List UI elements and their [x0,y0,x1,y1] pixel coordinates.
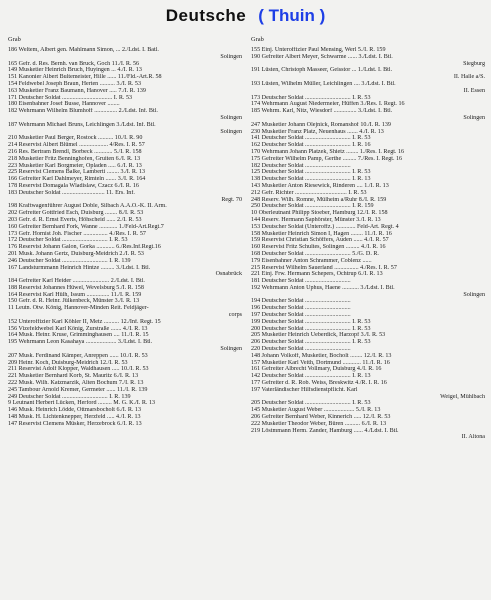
grave-entry [251,142,487,149]
grave-entry [251,407,487,414]
grave-entry [251,421,487,428]
grave-entry [251,217,487,224]
entry-text: 158 Musketier Heinrich Simon I, Hagen ........ 11./I. R. 16 [251,230,392,237]
entry-text: 207 Musk. Ferdinand Kämper, Anreppen ...... 10./I. R. 53 [8,352,148,359]
grave-entry [8,258,244,265]
grave-entry [8,224,244,231]
entry-text: 215 Reservist Wilhelm Sauerland ................ 4./Res. I. R. 57 [251,264,397,271]
grave-entry [8,237,244,244]
grave-entry [8,169,244,176]
entry-text: 170 Wehrmann Johann Platzek, Shietz ........ 1./Res. I. Regt. 16 [251,148,405,155]
entry-text: 182 Deutscher Soldat .............................. [251,162,351,169]
grave-entry [251,312,487,319]
grave-entry [251,122,487,129]
grave-entry [251,129,487,136]
grave-entry [8,373,244,380]
grave-entry [251,326,487,333]
grave-entry [251,251,487,258]
grave-entry [8,332,244,339]
title-text: Deutsche [165,6,247,25]
grave-entry [8,203,244,210]
grave-entry [8,380,244,387]
entry-text: 149 Musketier Heinrich Bruch, Huyingen ... 4./I. R. 13 [8,67,142,74]
entry-text: 145 Musketier August Weber .................... 5./I. R. 13 [251,407,381,414]
entry-text: 151 Kanonier Albert Bultemeister, Hille ...... 11./Fld.-Art.R. 58 [8,74,162,81]
grave-entry [8,394,244,401]
entry-text: 176 Reservist Johann Galon, Gorka ............ 6./Res.Inf.Regt.16 [8,244,161,251]
column-header: Grab [8,36,21,43]
grave-entry [251,135,487,142]
entry-text: 206 Deutscher Soldat .............................. I. R. 53 [251,339,371,346]
entry-text: 173 Deutscher Soldat .............................. I. R. 53 [251,94,371,101]
entry-text: 197 Deutscher Soldat .............................. [251,312,351,319]
grave-entry [251,190,487,197]
grave-entry [251,95,487,102]
entry-text: 246 Deutscher Soldat .............................. I. R. 139 [8,257,131,264]
grave-entry [251,149,487,156]
entry-text: 168 Deutscher Soldat .............................. 5./G. D. R. [251,250,379,257]
entry-text: 196 Deutscher Soldat .............................. [251,305,351,312]
entry-text: 153 Deutscher Soldat (Unteroffz.) ............. Feld-Art. Regt. 4 [251,223,399,230]
grave-entry [251,414,487,421]
grave-entry [8,278,244,285]
entry-text: 202 Gefreiter Gottfried Esch, Duisburg ........ 8./I. R. 53 [8,210,144,217]
entry-text: 125 Deutscher Soldat .............................. I. R. 53 [251,169,371,176]
grave-entry [8,298,244,305]
entry-text: 247 Musketier Johann Olejnick, Romanshof 10./I. R. 139 [251,121,391,128]
entry-continuation: Solingen [463,291,485,298]
entry-text: 159 Reservist Christian Schöffers, Auden ...... 4./I. R. 57 [251,237,389,244]
entry-text: 163 Musketier Franz Baumann, Hanover ..... 7./I. R. 139 [8,87,146,94]
grave-entry [251,360,487,367]
entry-text: 250 Deutscher Soldat .............................. I. R. 159 [251,203,374,210]
grave-entry [8,101,244,108]
entry-text: 164 Reservist Karl Hülh, Issum ............... 11./I. R. 159 [8,291,142,298]
entry-text: 249 Deutscher Soldat .............................. I. R. 139 [8,393,131,400]
entry-text: 9 Leutnant Herbert Lücken, Herford ......... M. G. K./I. R. 13 [8,400,156,407]
grave-entry [8,407,244,414]
entry-continuation: II. Essen [463,87,485,94]
page-title [0,6,491,26]
grave-entry [8,319,244,326]
subtitle-text: ( Thuin ) [258,6,326,25]
grave-entry [8,339,244,353]
grave-entry [8,88,244,95]
grave-entry [251,346,487,353]
grave-entry [8,421,244,428]
entry-text: 197 Vaterländischer Hilfsdienstpflicht. Karl [251,386,358,393]
entry-text: 187 Wehrmann Michael Bruns, Leichlingen 3./Ldst. Inf. Btl. [8,121,156,128]
entry-continuation: Solingen [220,346,242,353]
grave-entry [251,244,487,251]
entry-text: 221 Musketier Bernhard Korb, St. Mauritz 6./I. R. 13 [8,373,139,380]
entry-text: 193 Lüsten, Wilhelm Müller, Leichlingen .... 3./Ldst. I. Btl. [251,80,396,87]
entry-text: 162 Deutscher Soldat .............................. I. R. 16 [251,142,371,149]
grave-entry [251,81,487,95]
entry-text: 230 Musketier Franz Platz, Neuenhaus ....... 4./I. R. 13 [251,128,384,135]
grave-entry [251,278,487,285]
entry-text: 182 Wehrmann Wilhelm Blumhoff ............... 2./Ldst. Inf. Btl. [8,108,158,115]
entry-continuation: Weigel, Mühlbach [440,393,485,400]
grave-entry [8,360,244,367]
entry-text: 245 Tambour Arnold Kremer, Germeter ...... 11./I. R. 139 [8,386,148,393]
grave-entry [251,108,487,122]
entry-continuation: II. Halle a/S. [453,74,485,81]
grave-entry [251,339,487,346]
entry-text: 192 Wehrmann Anton Uphus, Haene ........... 3./Ldst. I. Btl. [251,284,395,291]
entry-text: 184 Gefreiter Karl Heider ........................ 2./Ldst. I. Btl. [8,278,145,285]
grave-entry [8,108,244,122]
entry-text: 173 Gefr. Hornist Joh. Fischer ................ 4./Res. I. R. 57 [8,230,146,237]
grave-entry [251,353,487,360]
grave-entry [8,183,244,190]
entry-text: 188 Reservist Johannes Hüwel, Wevelsburg 5./I. R. 158 [8,284,144,291]
entry-text: 171 Deutscher Soldat ................................. I. R. 53 [8,94,133,101]
grave-entry [251,285,487,299]
entry-text: 10 Oberleutnant Philipp Stoeber, Hamburg 12./I. R. 158 [251,210,388,217]
grave-entry [8,265,244,279]
grave-entry [251,366,487,373]
grave-entry [8,326,244,333]
entry-continuation: Solingen [220,114,242,121]
grave-entry [8,353,244,360]
entry-continuation: Osnabrück [215,271,242,278]
entry-text: 223 Musketier Karl Borgmeier, Opladen ..... 6./I. R. 13 [8,162,142,169]
entry-text: 154 Feldwebel Joseph Braun, Herten .......... 3./I. R. 53 [8,80,142,87]
grave-entry [251,54,487,68]
grave-entry [8,251,244,258]
entry-text: 205 Musketier Heinrich Ueberdick, Harzopf 3./I. R. 53 [251,332,386,339]
entry-text: 214 Reservist Albert Blümel ................... 4/Res. I. R. 57 [8,142,145,149]
grave-entry [8,156,244,163]
entry-text: 156 Vizefeldwebel Karl König, Zurstraße ....... 4./I. R. 13 [8,325,148,332]
grave-entry [251,305,487,312]
grave-entry [8,366,244,373]
grave-entry [8,387,244,394]
entry-continuation: corps [228,312,242,319]
entry-continuation: Regt. 70 [221,196,242,203]
grave-entry [251,183,487,190]
entry-text: 148 Musk. H. Lichtenknepper, Herzfeld ..... 4./I. R. 13 [8,414,141,421]
grave-entry [251,428,487,442]
entry-text: 148 Johann Volkoff, Musketier, Bocholt ........ 12./I. R. 13 [251,352,392,359]
grave-entry [8,400,244,407]
entry-continuation: II. Altona [461,434,485,441]
entry-text: 191 Lüsten, Christoph Masseer, Geisstor ... 1./Ldst. I. Btl. [251,67,393,74]
grave-entry [8,217,244,224]
entry-text: 225 Reservist Clemens Balke, Lamberti ........ 3./I. R. 13 [8,169,146,176]
grave-entry [8,210,244,217]
grave-entry [251,271,487,278]
entry-continuation: Siegburg [463,60,485,67]
grave-entry [251,101,487,108]
grave-entry [251,169,487,176]
grave-entry [8,305,244,319]
grave-entry [8,149,244,156]
entry-text: 138 Deutscher Soldat .............................. I. R. 13 [251,176,371,183]
grave-entry [251,387,487,401]
entry-text: 150 Gefr. d. R. Heinr. Jülkenbeck, Münster 3./I. R. 13 [8,298,140,305]
entry-text: 177 Gefreiter d. R. Rob. Weiss, Breskwitz 4./R. I. R. 16 [251,380,387,387]
grave-entry [251,231,487,238]
grave-entry [8,135,244,142]
grave-entry [251,67,487,81]
entry-text: 209 Heinr. Koch, Duisburg-Meidrich 12./I. R. 53 [8,359,128,366]
grave-entry [8,414,244,421]
entry-text: 160 Gefreiter Bernhard Fork, Wanne ............ 1./Feld-Art.Regt.7 [8,223,164,230]
entry-text: 172 Deutscher Soldat .............................. I. R. 53 [8,237,128,244]
entry-text: 174 Wehrmann August Niedermeier, Hüffen 3./Res. I. Regt. 16 [251,101,405,108]
entry-text: 166 Gefreiter Karl Dahlmeyer, Rimteln ....... 3./I. R. 164 [8,176,146,183]
grave-entry [8,67,244,74]
grave-entry [8,142,244,149]
grave-entry [251,197,487,204]
entry-continuation: Solingen [463,114,485,121]
entry-text: 143 Musketier Anton Riesewick, Rinderen .... 1./I. R. 13 [251,182,389,189]
entry-text: 222 Musketier Theodor Weber, Büren .......... 6./I. R. 13 [251,420,387,427]
entry-continuation: Solingen [220,128,242,135]
entry-text: 186 Weltem, Albert gen. Mahlmann Simon, ... 2./Ldst. I. Batl. [8,47,159,53]
grave-entry [251,298,487,305]
grave-entry [8,61,244,68]
grave-entry [8,74,244,81]
entry-text: 178 Reservist Domagala Wladislaw, Czacz 6./I. R. 16 [8,182,139,189]
entry-text: 220 Deutscher Soldat .............................. [251,346,351,353]
grave-entry [251,258,487,265]
grave-entry [251,156,487,163]
entry-text: 165 Gefr. d. Res. Bernh. van Bruck, Goch 11./I. R. 56 [8,60,140,67]
grave-entry [251,265,487,272]
grave-entry [8,190,244,204]
grave-entry [251,203,487,210]
entry-text: 142 Deutscher Soldat .............................. I. R. 13 [251,373,371,380]
left-column [8,36,244,428]
entry-text: 210 Musketier Paul Berger, Rostock .......... 10./I. R. 90 [8,135,143,142]
column-header: Grab [251,36,264,43]
grave-entry [251,210,487,217]
entry-text: 11 Leutn. Otw. König, Hannover-Minden Reit. Feldjäger- [8,305,149,312]
entry-text: 206 Gefreiter Bernhard Weber, Kinnerich ..... 12./I. R. 53 [251,414,391,421]
entry-text: 155 Einj. Unteroffizier Paul Mensing, Werl 5./I. R. 159 [251,47,386,53]
entry-text: 212 Gefr. Richter .................................. I. R. 53 [251,189,367,196]
entry-text: 185 Wehrm. Karl, Nitz, Wiesdorf ............... 3./Ldst. I. Btl. [251,108,393,115]
grave-entry [251,237,487,244]
entry-text: 164 Musk. Heinr. Kruse, Grimminghausen .... 11./I. R. 15 [8,332,149,339]
grave-entry [8,163,244,170]
entry-text: 203 Gefr. d. R. Ernst Everts, Höhscheid ...... 2./I. R. 53 [8,216,142,223]
entry-text: 221 Einj. Frw. Hermann Schepers, Ochtrup 6./I. R. 13 [251,271,383,278]
entry-text: 147 Reservist Clemens Müsker, Herzebrock 6./I. R. 13 [8,420,142,427]
entry-text: 152 Unteroffizier Karl Köhler II, Metz .......... 12./Inf. Regt. 15 [8,318,161,325]
entry-text: 205 Deutscher Soldat .............................. I. R. 53 [251,400,371,407]
grave-entry [251,380,487,387]
grave-entry [251,332,487,339]
entry-text: 222 Musk. Wilh. Katzmarzik, Alten Bochum 7./I. R. 13 [8,380,144,387]
grave-entry [251,176,487,183]
entry-text: 248 Reserv. Wilh. Romne, Mülheim a/Ruhr 8./I. R. 159 [251,196,387,203]
grave-entry [251,400,487,407]
entry-text: 199 Deutscher Soldat .............................. I. R. 53 [251,318,371,325]
entry-text: 160 Reservist Fritz Schultes, Solingen ......... 4./I. R. 16 [251,244,386,251]
grave-entry [8,176,244,183]
entry-text: 190 Gefreiter Albert Meyer, Schwarme ...... 3./Ldst. I. Btl. [251,53,393,60]
entry-text: 144 Reserv. Hermann Saphörster, Münster 3./I. R. 13 [251,216,381,223]
entry-text: 200 Deutscher Soldat .............................. I. R. 53 [251,325,371,332]
grave-entry [251,163,487,170]
grave-entry [251,47,487,54]
grave-entry [8,292,244,299]
entry-text: 195 Wehrmann Leon Kasahaya .................... 3./Ldst. I. Btl. [8,339,153,346]
entry-text: 175 Gefreiter Wilhelm Pamp, Gerthe ......... 7./Res. I. Regt. 16 [251,155,403,162]
grave-entry [8,244,244,251]
entry-text: 218 Musketier Fritz Benninghofen, Gruiten 6./I. R. 13 [8,155,141,162]
grave-entry [8,231,244,238]
grave-entry [251,373,487,380]
entry-text: 201 Musk. Johann Gertz, Duisburg-Meidrich 2./I. R. 53 [8,250,144,257]
grave-entry [8,95,244,102]
grave-entry [251,319,487,326]
entry-text: 181 Deutscher Soldat .............................. [251,278,351,285]
grave-entry [8,285,244,292]
entry-text: 179 Eisenbahner Anton Schrammer, Coblenz ...... [251,257,372,264]
entry-text: 219 Löstmmann Herm. Zander, Hamburg ...... 4./Ldst. I. Btl. [251,427,399,434]
entry-text: 183 Deutscher Soldat ............................ 11. Ers. Inf. [8,189,135,196]
entry-text: 198 Kraftwagenführer August Doble, Silbach A.A.O.-K. II. Arm. [8,203,167,210]
grave-entry [8,122,244,136]
entry-text: 194 Deutscher Soldat .............................. [251,298,351,305]
entry-text: 211 Reservist Adolf Klopper, Waldhausen ..... 10./I. R. 53 [8,366,149,373]
entry-text: 157 Musketier Karl Veith, Dortmund ............ 11./I. R. 16 [251,359,390,366]
entry-text: 161 Gefreiter Albrecht Vollmary, Duisburg 4./I. R. 16 [251,366,382,373]
entry-text: 141 Deutscher Soldat .............................. I. R. 53 [251,135,371,142]
grave-entry [251,224,487,231]
grave-entry [8,81,244,88]
right-column [251,36,487,441]
grave-entry [8,47,244,61]
entry-text: 167 Landsturmmann Heinrich Hintze ......... 3./Ldst. I. Btl. [8,264,151,271]
entry-text: 180 Eisenbahner Josef Busse, Hannover ........ [8,101,120,108]
entry-text: 216 Res. Bertram Brendl, Borbeck ............ 5./I. R. 158 [8,148,142,155]
entry-continuation: Solingen [220,53,242,60]
entry-text: 146 Musk. Heinrich Lödde, Ottmarsbocholt 6./I. R. 13 [8,407,142,414]
